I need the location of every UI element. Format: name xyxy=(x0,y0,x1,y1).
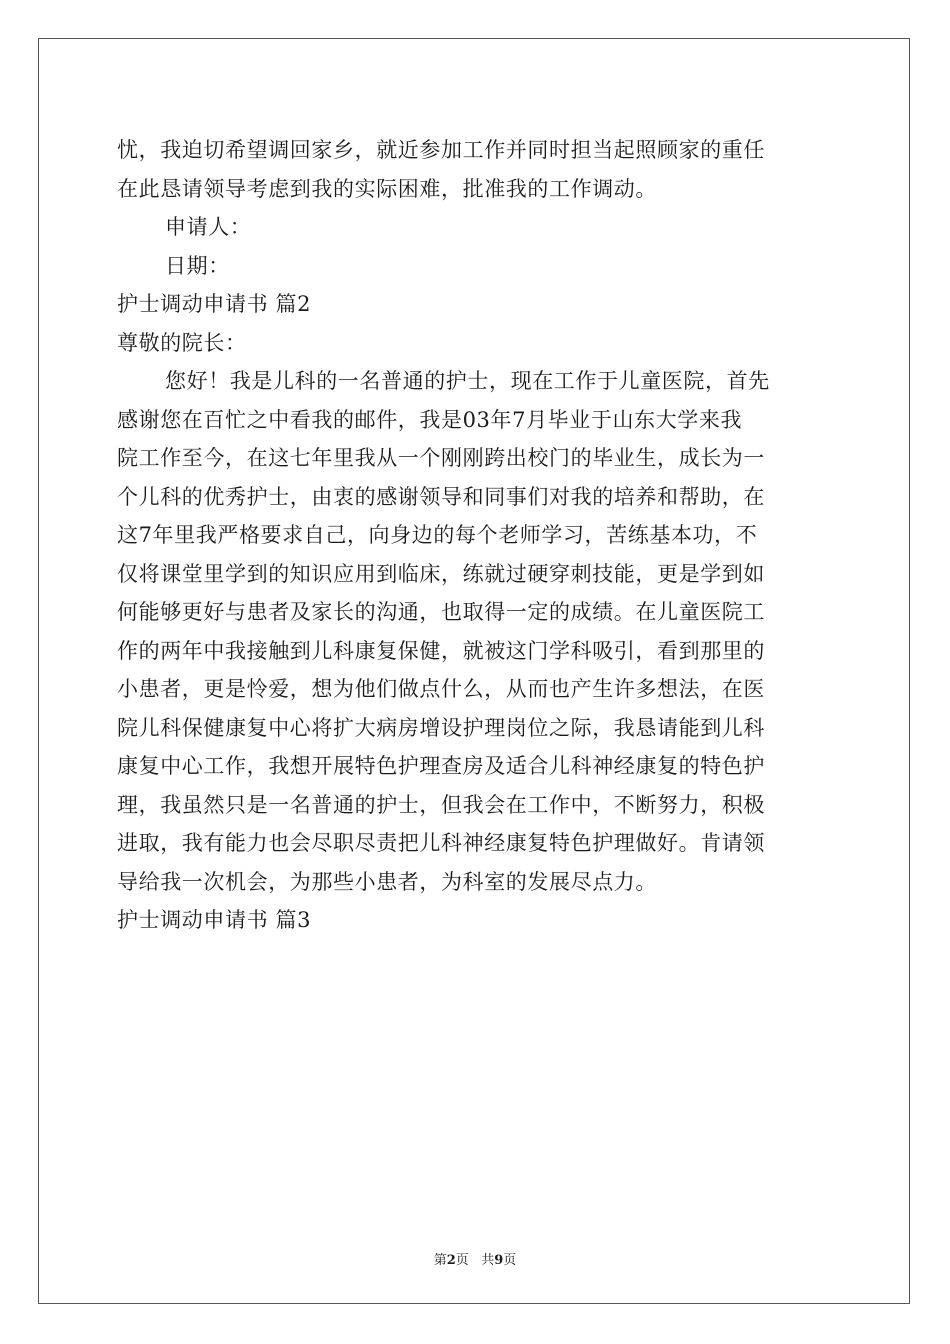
section-title-2: 护士调动申请书 篇2 xyxy=(117,292,312,316)
paragraph-line: 您好！我是儿科的一名普通的护士，现在工作于儿童医院，首先 xyxy=(165,369,770,393)
salutation: 尊敬的院长： xyxy=(117,330,247,355)
body-line-continuation: 忧，我迫切希望调回家乡，就近参加工作并同时担当起照顾家的重任 xyxy=(117,138,765,162)
page-footer xyxy=(0,1249,950,1268)
paragraph-line: 何能够更好与患者及家长的沟通，也取得一定的成绩。在儿童医院工 xyxy=(117,600,765,624)
page-number: 2 xyxy=(446,1253,456,1268)
total-pages: 9 xyxy=(494,1253,504,1268)
paragraph-line: 这7年里我严格要求自己，向身边的每个老师学习，苦练基本功，不 xyxy=(117,523,758,547)
paragraph-line: 进取，我有能力也会尽职尽责把儿科神经康复特色护理做好。肯请领 xyxy=(117,831,765,855)
total-prefix: 共 xyxy=(481,1253,495,1268)
paragraph-line: 康复中心工作，我想开展特色护理查房及适合儿科神经康复的特色护 xyxy=(117,754,765,778)
paragraph-line: 院儿科保健康复中心将扩大病房增设护理岗位之际，我恳请能到儿科 xyxy=(117,715,765,740)
section-title-3: 护士调动申请书 篇3 xyxy=(117,908,312,932)
paragraph-line: 院工作至今，在这七年里我从一个刚刚跨出校门的毕业生，成长为一 xyxy=(117,446,765,470)
paragraph-line: 理，我虽然只是一名普通的护士，但我会在工作中，不断努力，积极 xyxy=(117,792,765,817)
body-line-request: 在此恳请领导考虑到我的实际困难，批准我的工作调动。 xyxy=(117,176,657,201)
paragraph-line: 小患者，更是怜爱，想为他们做点什么，从而也产生许多想法，在医 xyxy=(117,677,765,701)
date-label: 日期： xyxy=(165,253,230,278)
paragraph-line: 作的两年中我接触到儿科康复保健，就被这门学科吸引，看到那里的 xyxy=(117,638,765,663)
total-suffix: 页 xyxy=(503,1253,517,1268)
page-prefix: 第 xyxy=(433,1253,447,1268)
page-suffix: 页 xyxy=(455,1253,469,1268)
paragraph-line: 感谢您在百忙之中看我的邮件，我是03年7月毕业于山东大学来我 xyxy=(117,407,743,432)
paragraph-line: 导给我一次机会，为那些小患者，为科室的发展尽点力。 xyxy=(117,869,657,894)
applicant-label: 申请人： xyxy=(165,215,252,239)
paragraph-line: 仅将课堂里学到的知识应用到临床，练就过硬穿刺技能，更是学到如 xyxy=(117,561,765,586)
paragraph-line: 个儿科的优秀护士，由衷的感谢领导和同事们对我的培养和帮助，在 xyxy=(117,484,765,509)
document-body xyxy=(117,131,837,940)
